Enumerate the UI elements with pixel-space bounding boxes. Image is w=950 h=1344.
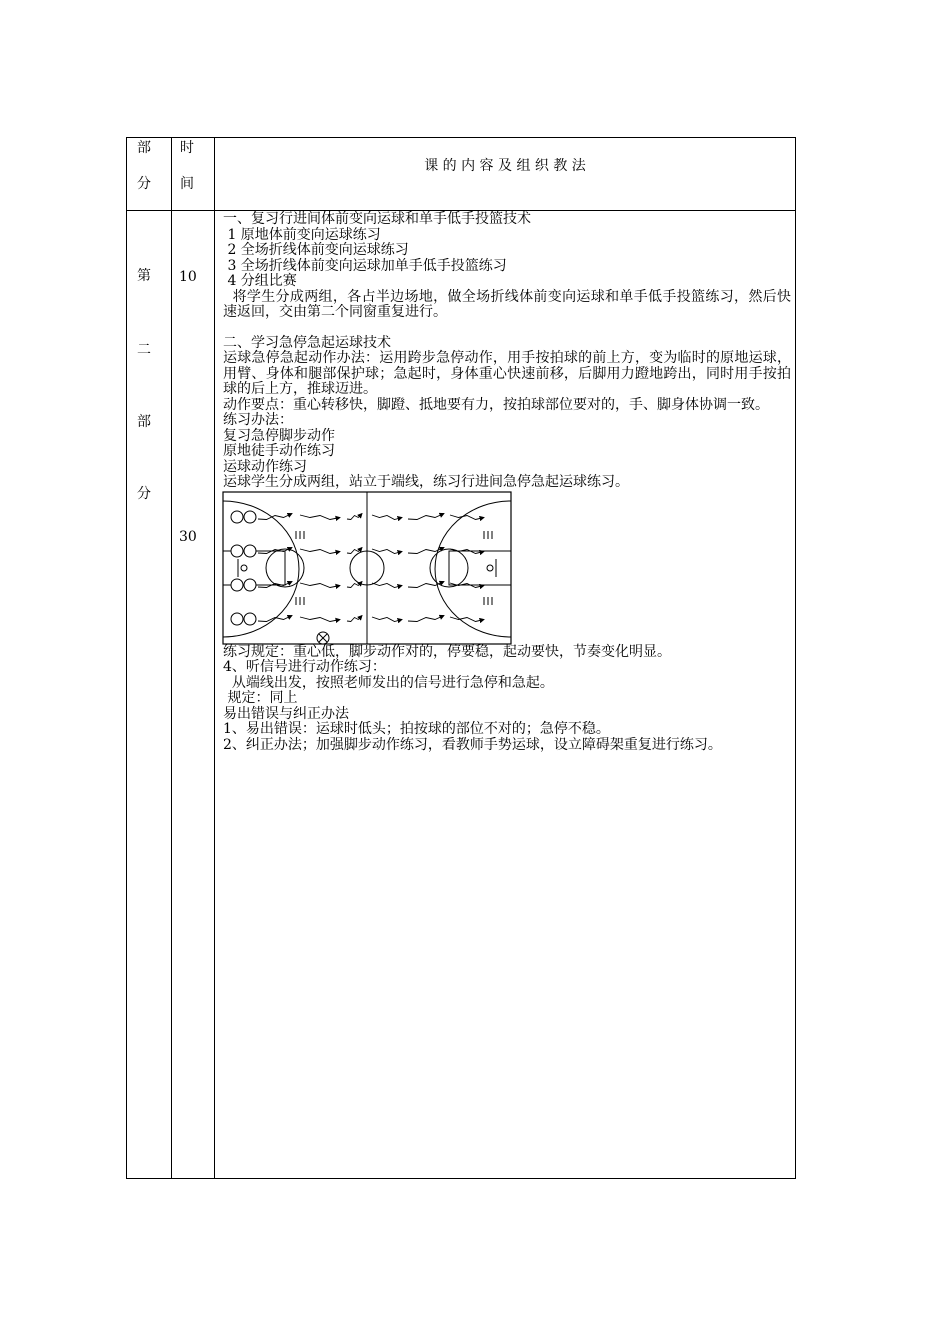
dribble-arrow-icon: [408, 581, 444, 587]
dribble-arrow-icon: [300, 549, 340, 554]
dribble-arrow-icon: [347, 615, 362, 621]
dribble-arrow-icon: [372, 583, 402, 588]
student-circle-icon: [231, 613, 243, 625]
section-char-3: 部: [137, 414, 151, 430]
student-circle-icon: [244, 579, 256, 591]
dribble-arrow-icon: [372, 549, 402, 554]
section-char-2: 二: [137, 342, 151, 358]
right-key: [449, 551, 511, 585]
content-paragraph: 运球急停急起动作办法：运用跨步急停动作，用手按拍球的前上方，变为临时的原地运球，用臂、身体和腿部保护球；急起时，身体重心快速前移，后脚用力蹬地跨出，同时用手按拍球的后上方，推球迈进。: [223, 350, 791, 397]
left-hoop-icon: [241, 565, 247, 571]
time-value-2: 30: [179, 529, 197, 545]
dribble-arrow-icon: [300, 617, 340, 622]
content-line: 复习急停脚步动作: [223, 427, 335, 444]
content-paragraph: 2、纠正办法；加强脚步动作练习，看教师手势运球，设立障碍架重复进行练习。: [223, 736, 722, 753]
dribble-arrow-icon: [372, 617, 402, 622]
ball-icon: [317, 632, 329, 644]
column-divider-2: [214, 138, 215, 1178]
dribble-arrow-icon: [347, 581, 362, 587]
time-value-1: 10: [179, 269, 197, 285]
content-line: 二、学习急停急起运球技术: [223, 334, 391, 351]
content-line: 4、听信号进行动作练习：: [223, 659, 386, 675]
students-layer: [231, 511, 256, 625]
content-spacer: [223, 321, 791, 336]
header-section-char-2: 分: [137, 176, 151, 192]
dribble-arrow-icon: [372, 515, 402, 520]
dribble-arrow-icon: [300, 583, 340, 588]
content-line: 规定：同上: [223, 690, 298, 706]
content-line: 4 分组比赛: [223, 273, 297, 289]
header-section-char-1: 部: [137, 140, 151, 156]
dribble-paths-layer: [258, 513, 484, 621]
basketball-court-diagram: [222, 491, 512, 645]
section-char-1: 第: [137, 268, 151, 284]
student-circle-icon: [231, 511, 243, 523]
student-circle-icon: [244, 511, 256, 523]
lesson-content: [223, 212, 791, 753]
content-line: 原地徒手动作练习: [223, 443, 335, 459]
dribble-arrow-icon: [450, 617, 484, 622]
right-three-point-arc: [435, 501, 511, 637]
student-circle-icon: [231, 545, 243, 557]
content-paragraph: 动作要点：重心转移快，脚蹬、抵地要有力，按拍球部位要对的，手、脚身体协调一致。: [223, 396, 769, 413]
column-divider-1: [171, 138, 172, 1178]
content-line: 2 全场折线体前变向运球练习: [223, 242, 409, 258]
left-cone-icon: [296, 531, 304, 605]
content-line: 一、复习行进间体前变向运球和单手低手投篮技术: [223, 211, 531, 227]
dribble-arrow-icon: [408, 615, 444, 621]
dribble-arrow-icon: [258, 513, 292, 519]
header-content-title: 课 的 内 容 及 组 织 教 法: [424, 158, 586, 174]
right-hoop-icon: [487, 565, 493, 571]
content-line: 1、易出错误：运球时低头；拍按球的部位不对的；急停不稳。: [223, 721, 610, 737]
content-line: 易出错误与纠正办法: [223, 705, 349, 722]
dribble-arrow-icon: [450, 515, 484, 520]
section-char-4: 分: [137, 486, 151, 502]
content-line: 3 全场折线体前变向运球加单手低手投篮练习: [223, 257, 507, 274]
student-circle-icon: [231, 579, 243, 591]
dribble-arrow-icon: [300, 515, 340, 520]
lesson-table: [126, 137, 796, 1179]
content-line: 1 原地体前变向运球练习: [223, 226, 381, 243]
header-time-char-1: 时: [180, 140, 194, 156]
student-circle-icon: [244, 545, 256, 557]
header-time-char-2: 间: [180, 176, 194, 192]
dribble-arrow-icon: [408, 513, 444, 519]
content-line: 运球学生分成两组，站立于端线，练习行进间急停急起运球练习。: [223, 474, 629, 490]
dribble-arrow-icon: [347, 513, 362, 519]
content-line: 练习办法：: [223, 412, 293, 428]
content-line: 从端线出发，按照老师发出的信号进行急停和急起。: [223, 674, 554, 691]
right-cone-icon: [484, 531, 492, 605]
student-circle-icon: [244, 613, 256, 625]
content-paragraph: 将学生分成两组，各占半边场地，做全场折线体前变向运球和单手低手投篮练习，然后快速返回，交由第二个同窗重复进行。: [223, 288, 791, 320]
content-line: 运球动作练习: [223, 458, 307, 475]
content-line: 练习规定：重心低，脚步动作对的，停要稳，起动要快，节奏变化明显。: [223, 643, 671, 660]
